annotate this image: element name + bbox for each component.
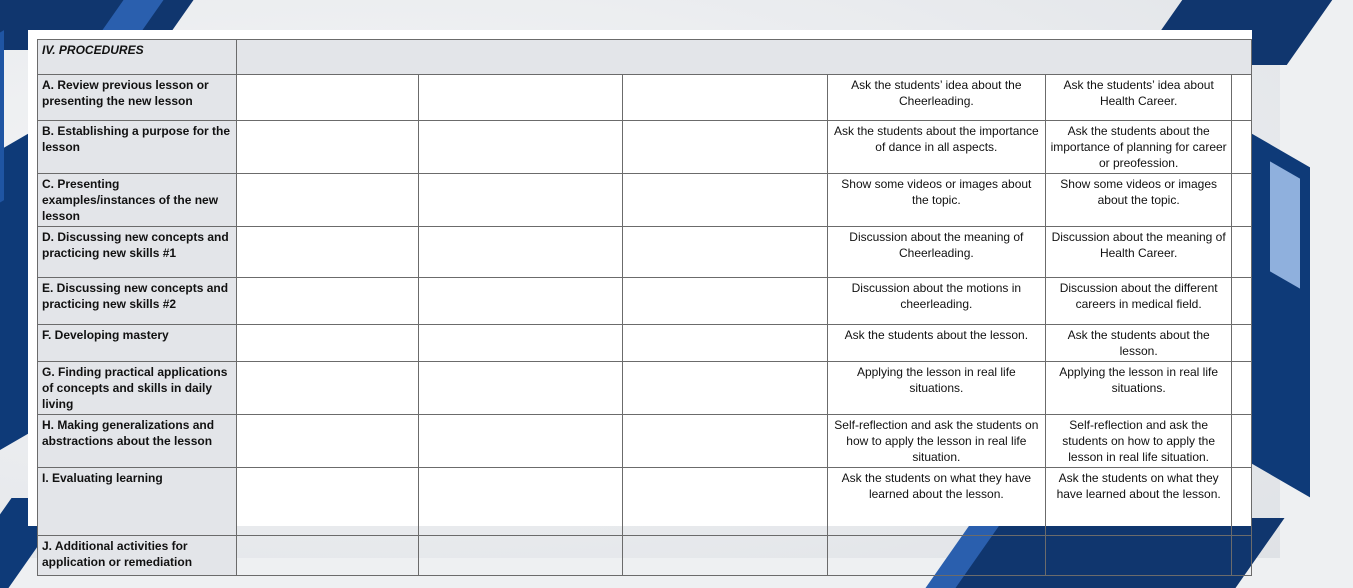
empty-cell xyxy=(236,415,418,468)
row-label: E. Discussing new concepts and practicing new skills #2 xyxy=(38,278,237,325)
day4-cell: Show some videos or images about the topic. xyxy=(827,174,1046,227)
empty-cell xyxy=(623,536,828,576)
empty-cell xyxy=(623,415,828,468)
empty-cell xyxy=(236,121,418,174)
row-label: I. Evaluating learning xyxy=(38,468,237,536)
day4-cell: Ask the students about the lesson. xyxy=(827,325,1046,362)
empty-cell xyxy=(236,278,418,325)
edge-cell xyxy=(1232,325,1252,362)
empty-cell xyxy=(418,75,623,121)
day5-cell: Ask the students’ idea about Health Career. xyxy=(1046,75,1232,121)
table-row xyxy=(38,415,1252,468)
document-sheet xyxy=(28,30,1252,569)
empty-cell xyxy=(623,227,828,278)
decor-stripe xyxy=(0,133,30,468)
day5-cell xyxy=(1046,536,1232,576)
day4-cell: Ask the students about the importance of dance in all aspects. xyxy=(827,121,1046,174)
row-label: D. Discussing new concepts and practicing new skills #1 xyxy=(38,227,237,278)
row-label: A. Review previous lesson or presenting the new lesson xyxy=(38,75,237,121)
day4-cell: Ask the students’ idea about the Cheerleading. xyxy=(827,75,1046,121)
empty-cell xyxy=(623,325,828,362)
empty-cell xyxy=(418,121,623,174)
edge-cell xyxy=(1232,362,1252,415)
row-label: G. Finding practical applications of concepts and skills in daily living xyxy=(38,362,237,415)
row-label: H. Making generalizations and abstractions about the lesson xyxy=(38,415,237,468)
edge-cell xyxy=(1232,536,1252,576)
day5-cell: Ask the students about the importance of planning for career or preofession. xyxy=(1046,121,1232,174)
empty-cell xyxy=(418,468,623,536)
day4-cell: Self-reflection and ask the students on how to apply the lesson in real life situation. xyxy=(827,415,1046,468)
empty-cell xyxy=(418,415,623,468)
table-row xyxy=(38,468,1252,536)
table-row xyxy=(38,227,1252,278)
empty-cell xyxy=(236,325,418,362)
empty-cell xyxy=(236,468,418,536)
edge-cell xyxy=(1232,468,1252,536)
day5-cell: Self-reflection and ask the students on how to apply the lesson in real life situation. xyxy=(1046,415,1232,468)
row-label: C. Presenting examples/instances of the new lesson xyxy=(38,174,237,227)
row-label: B. Establishing a purpose for the lesson xyxy=(38,121,237,174)
table-row xyxy=(38,121,1252,174)
empty-cell xyxy=(236,174,418,227)
empty-cell xyxy=(418,325,623,362)
day5-cell: Discussion about the meaning of Health Career. xyxy=(1046,227,1232,278)
edge-cell xyxy=(1232,415,1252,468)
empty-cell xyxy=(418,536,623,576)
day4-cell: Applying the lesson in real life situations. xyxy=(827,362,1046,415)
day5-cell: Show some videos or images about the topic. xyxy=(1046,174,1232,227)
table-row xyxy=(38,278,1252,325)
empty-cell xyxy=(623,278,828,325)
empty-cell xyxy=(623,75,828,121)
empty-cell xyxy=(623,362,828,415)
day5-cell: Ask the students about the lesson. xyxy=(1046,325,1232,362)
day4-cell xyxy=(827,536,1046,576)
edge-cell xyxy=(1232,121,1252,174)
decor-stripe xyxy=(0,30,4,220)
day5-cell: Ask the students on what they have learned about the lesson. xyxy=(1046,468,1232,536)
day4-cell: Discussion about the meaning of Cheerleading. xyxy=(827,227,1046,278)
edge-cell xyxy=(1232,174,1252,227)
row-label: J. Additional activities for application or remediation xyxy=(38,536,237,576)
edge-cell xyxy=(1232,227,1252,278)
empty-cell xyxy=(623,468,828,536)
procedures-table xyxy=(37,39,1252,576)
empty-cell xyxy=(236,362,418,415)
edge-cell xyxy=(1232,75,1252,121)
empty-cell xyxy=(236,75,418,121)
row-label: F. Developing mastery xyxy=(38,325,237,362)
empty-cell xyxy=(236,227,418,278)
header-blank-cell xyxy=(236,40,1251,75)
table-row xyxy=(38,536,1252,576)
table-header-row xyxy=(38,40,1252,75)
table-row xyxy=(38,174,1252,227)
table-row xyxy=(38,325,1252,362)
day4-cell: Discussion about the motions in cheerleading. xyxy=(827,278,1046,325)
empty-cell xyxy=(623,121,828,174)
day5-cell: Discussion about the different careers in medical field. xyxy=(1046,278,1232,325)
empty-cell xyxy=(418,174,623,227)
edge-cell xyxy=(1232,278,1252,325)
empty-cell xyxy=(418,278,623,325)
empty-cell xyxy=(418,362,623,415)
section-heading: IV. PROCEDURES xyxy=(38,40,237,75)
day4-cell: Ask the students on what they have learned about the lesson. xyxy=(827,468,1046,536)
decor-stripe xyxy=(1270,161,1300,288)
table-row xyxy=(38,362,1252,415)
day5-cell: Applying the lesson in real life situations. xyxy=(1046,362,1232,415)
table-row xyxy=(38,75,1252,121)
empty-cell xyxy=(236,536,418,576)
empty-cell xyxy=(418,227,623,278)
empty-cell xyxy=(623,174,828,227)
